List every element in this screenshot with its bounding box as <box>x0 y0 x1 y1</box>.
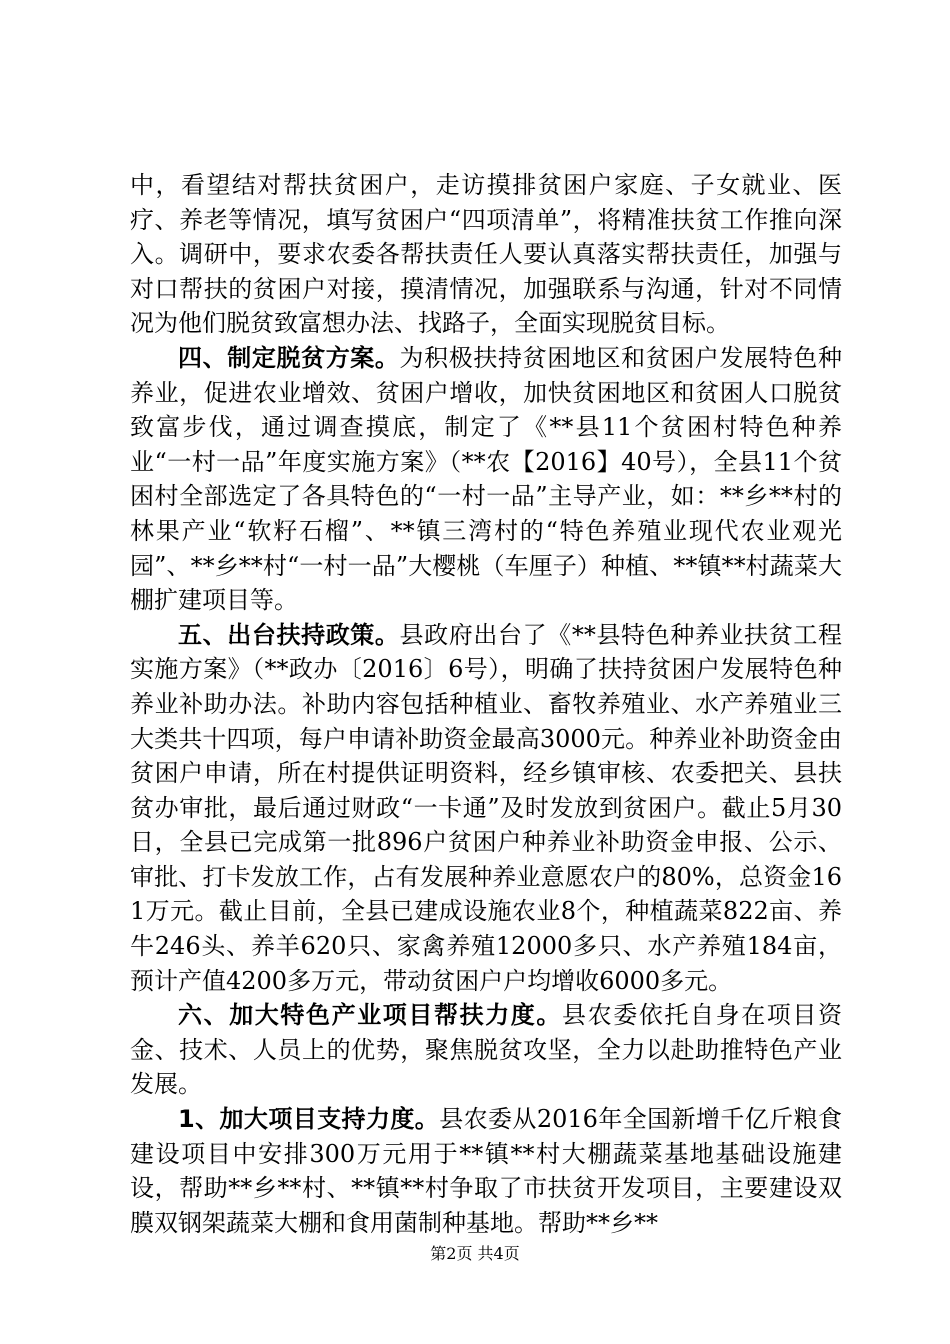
page-number-label: 第2页 共4页 <box>430 1244 520 1263</box>
paragraph-text: 中，看望结对帮扶贫困户，走访摸排贫困户家庭、子女就业、医疗、养老等情况，填写贫困户“四项清单”，将精准扶贫工作推向深入。调研中，要求农委各帮扶责任人要认真落实帮扶责任，加强与对口帮扶的贫困户对接，摸清情况，加强联系与沟通，针对不同情况为他们脱贫致富想办法、找路子，全面实现脱贫目标。 <box>130 171 842 338</box>
section-heading: 1、加大项目支持力度。 <box>178 1105 440 1134</box>
section-heading: 六、加大特色产业项目帮扶力度。 <box>178 1001 562 1030</box>
page-footer <box>0 1244 950 1264</box>
document-body <box>130 168 842 1240</box>
paragraph-text: 为积极扶持贫困地区和贫困户发展特色种养业，促进农业增效、贫困户增收，加快贫困地区和贫困人口脱贫致富步伐，通过调查摸底，制定了《**县11个贫困村特色种养业“一村一品”年度实施方案》（**农【2016】40号），全县11个贫困村全部选定了各具特色的“一村一品”主导产业，如：**乡**村的林果产业“软籽石榴”、**镇三湾村的“特色养殖业现代农业观光园”、**乡**村“一村一品”大樱桃（车厘子）种植、**镇**村蔬菜大棚扩建项目等。 <box>130 343 843 615</box>
paragraph-section-5 <box>130 618 842 999</box>
section-heading: 四、制定脱贫方案。 <box>178 343 400 372</box>
paragraph-continuation <box>130 168 842 341</box>
paragraph-subsection-1 <box>130 1102 842 1240</box>
paragraph-text: 县政府出台了《**县特色种养业扶贫工程实施方案》（**政办〔2016〕6号），明确了扶持贫困户发展特色种养业补助办法。补助内容包括种植业、畜牧养殖业、水产养殖业三大类共十四项，每户申请补助资金最高3000元。种养业补助资金由贫困户申请，所在村提供证明资料，经乡镇审核、农委把关、县扶贫办审批，最后通过财政“一卡通”及时发放到贫困户。截止5月30日，全县已完成第一批896户贫困户种养业补助资金申报、公示、审批、打卡发放工作，占有发展种养业意愿农户的80%，总资金161万元。截止目前，全县已建成设施农业8个，种植蔬菜822亩、养牛246头、养羊620只、家禽养殖12000多只、水产养殖184亩，预计产值4200多万元，带动贫困户户均增收6000多元。 <box>130 620 843 995</box>
paragraph-section-6 <box>130 998 842 1102</box>
section-heading: 五、出台扶持政策。 <box>178 620 400 649</box>
paragraph-text: 县农委依托自身在项目资金、技术、人员上的优势，聚焦脱贫攻坚，全力以赴助推特色产业发展。 <box>130 1001 842 1099</box>
paragraph-text: 县农委从2016年全国新增千亿斤粮食建设项目中安排300万元用于**镇**村大棚蔬菜基地基础设施建设，帮助**乡**村、**镇**村争取了市扶贫开发项目，主要建设双膜双钢架蔬菜大棚和食用菌制种基地。帮助**乡** <box>130 1105 843 1237</box>
paragraph-section-4 <box>130 341 842 618</box>
